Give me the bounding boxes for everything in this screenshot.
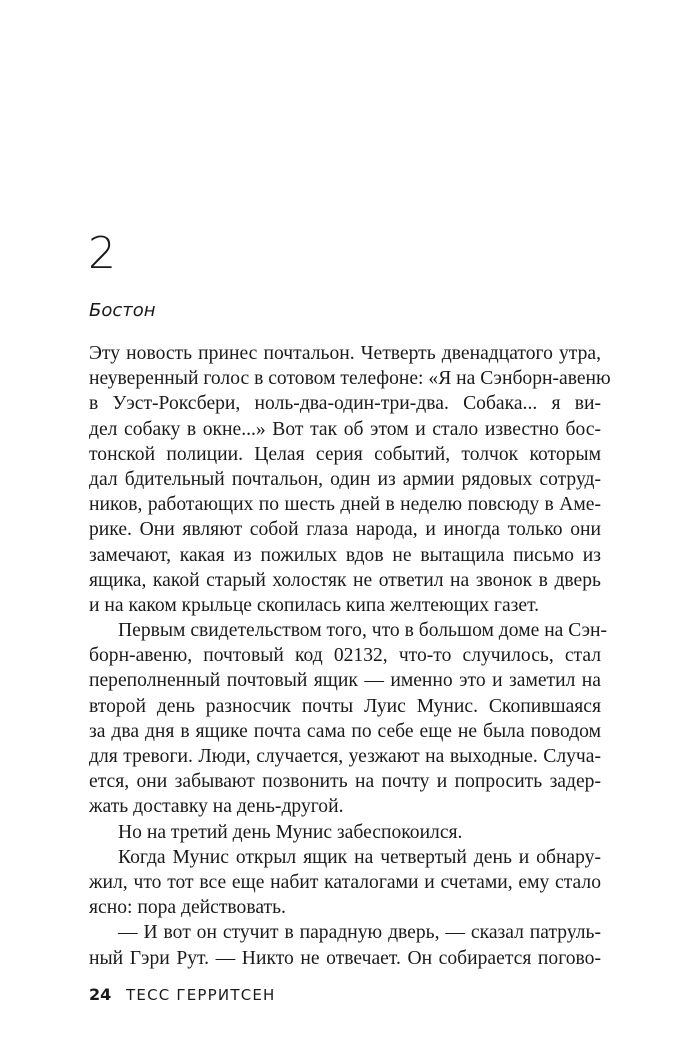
text-line: Первым свидетельством того, что в большом доме на Сэн- — [118, 620, 608, 642]
text-line: за два дня в ящике почта сама по себе еще не была поводом — [89, 720, 601, 742]
text-line: рике. Они являют собой глаза народа, и иногда только они — [89, 519, 601, 541]
page-footer — [89, 985, 276, 1004]
text-line: ников, работающих по шесть дней в неделю повсюду в Аме- — [89, 494, 601, 516]
text-line: — И вот он стучит в парадную дверь, — сказал патруль- — [118, 922, 601, 944]
text-line: Эту новость принес почтальон. Четверть двенадцатого утра, — [89, 343, 601, 364]
text-line: неуверенный голос в сотовом телефоне: «Я на Сэнборн-авеню — [89, 368, 611, 390]
text-line: для тревоги. Люди, случается, уезжают на выходные. Случа- — [89, 746, 601, 767]
text-line: второй день разносчик почты Луис Мунис. Скопившаяся — [89, 695, 601, 717]
text-line: дал бдительный почтальон, один из армии рядовых сотруд- — [89, 468, 601, 490]
running-head-author: ТЕСС ГЕРРИТСЕН — [126, 986, 276, 1004]
text-line: ящика, какой старый холостяк не ответил на звонок в дверь — [89, 569, 601, 591]
text-line: в Уэст-Роксбери, ноль-два-один-три-два. Собака... я ви- — [89, 393, 601, 415]
text-line: замечают, какая из пожилых вдов не вытащила письмо из — [89, 544, 601, 566]
page-number: 24 — [89, 985, 112, 1004]
text-line: ясно: пора действовать. — [89, 897, 286, 919]
text-line: и на каком крыльце скопилась кипа желтеющих газет. — [89, 594, 540, 616]
text-line: жил, что тот все еще набит каталогами и счетами, ему стало — [89, 871, 601, 893]
text-line: ный Гэри Рут. — Никто не отвечает. Он собирается погово- — [89, 947, 601, 969]
chapter-number: 2 — [88, 228, 116, 279]
text-line: переполненный почтовый ящик — именно это и заметил на — [89, 670, 601, 692]
text-line: жать доставку на день-другой. — [89, 796, 344, 818]
text-line: тонской полиции. Целая серия событий, толчок которым — [89, 443, 601, 465]
body-text — [89, 341, 611, 971]
text-line: Но на третий день Мунис забеспокоился. — [118, 821, 463, 843]
text-line: дел собаку в окне...» Вот так об этом и стало известно бос- — [89, 418, 601, 440]
chapter-location: Бостон — [89, 300, 156, 321]
text-line: ется, они забывают позвонить на почту и попросить задер- — [89, 771, 601, 793]
text-line: Когда Мунис открыл ящик на четвертый день и обнару- — [118, 846, 601, 868]
text-line: борн-авеню, почтовый код 02132, что-то случилось, стал — [89, 645, 601, 667]
